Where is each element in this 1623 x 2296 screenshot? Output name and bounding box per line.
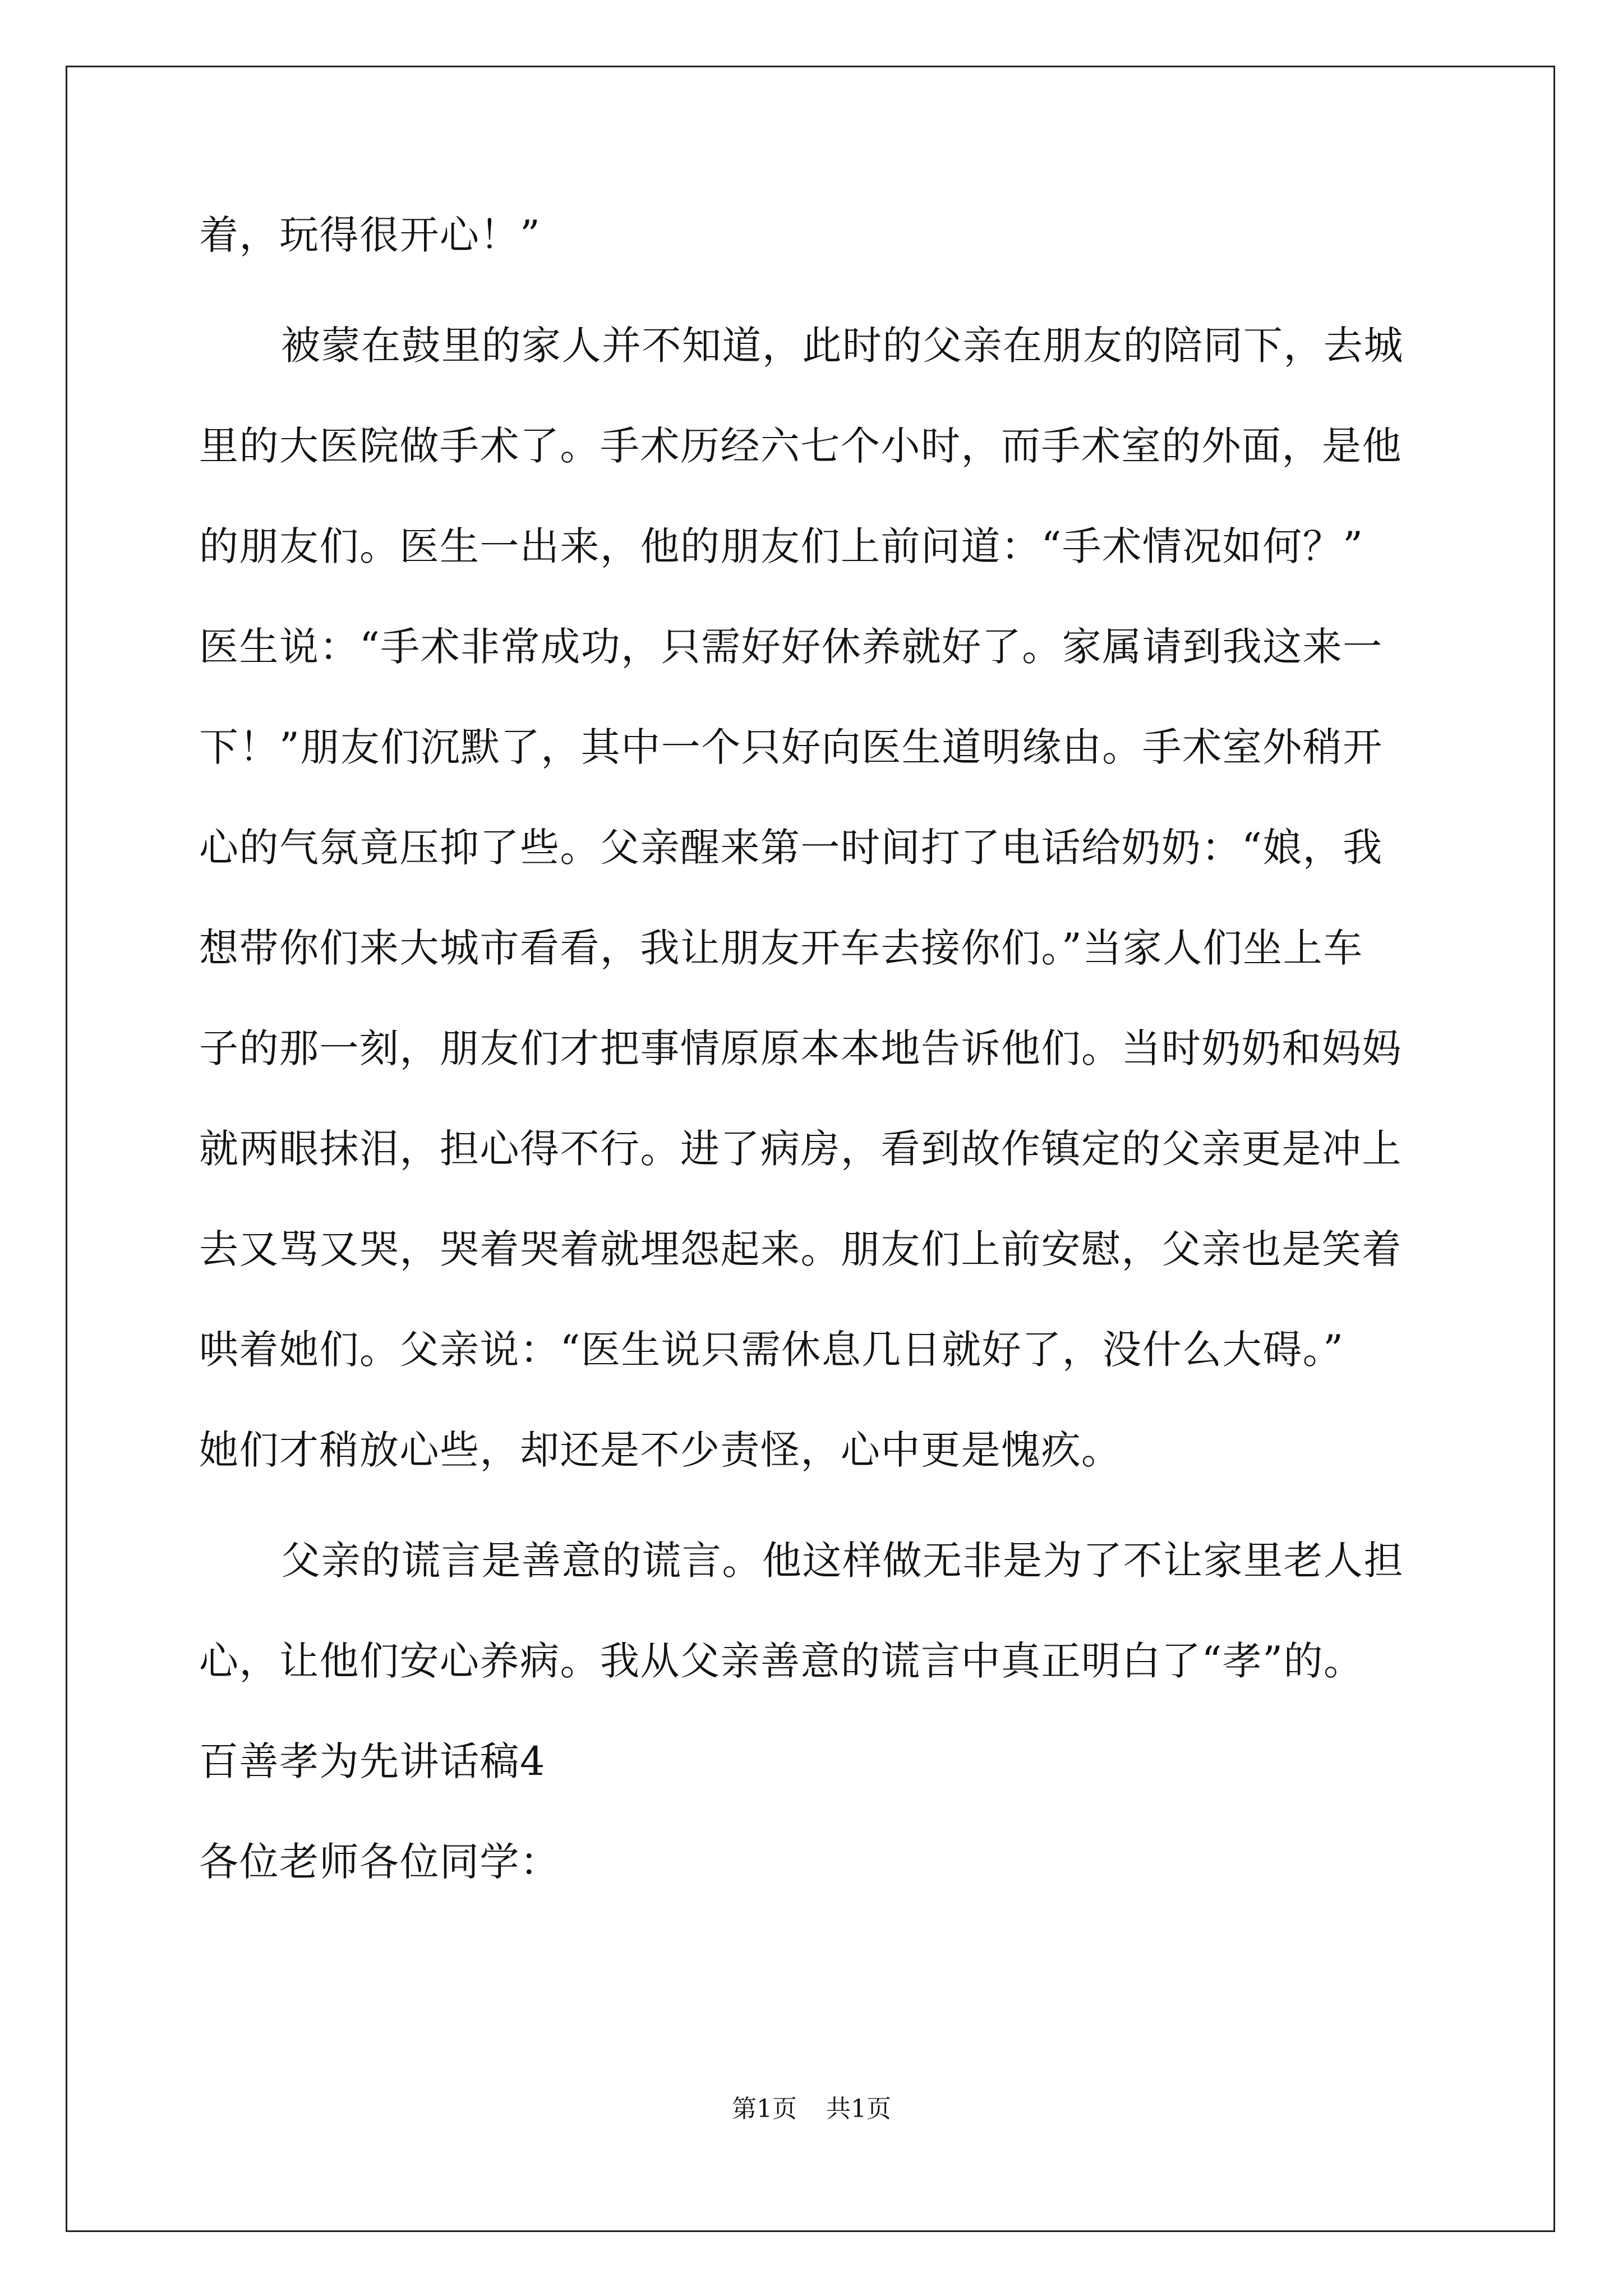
text-line: 就两眼抹泪，担心得不行。进了病房，看到故作镇定的父亲更是冲上 xyxy=(199,1126,1402,1172)
paragraph-start-line: 父亲的谎言是善意的谎言。他这样做无非是为了不让家里老人担 xyxy=(281,1538,1404,1584)
text-line: 着，玩得很开心！” xyxy=(199,212,541,258)
page-total: 共1页 xyxy=(826,2095,891,2123)
text-line: 去又骂又哭，哭着哭着就埋怨起来。朋友们上前安慰，父亲也是笑着 xyxy=(199,1226,1402,1272)
document-body xyxy=(199,185,1433,1912)
text-line: 子的那一刻，朋友们才把事情原原本本地告诉他们。当时奶奶和妈妈 xyxy=(199,1025,1402,1071)
page-number: 第1页 xyxy=(732,2095,797,2123)
text-line: 想带你们来大城市看看，我让朋友开车去接你们。”当家人们坐上车 xyxy=(199,925,1363,971)
text-line: 的朋友们。医生一出来，他的朋友们上前问道：“手术情况如何？” xyxy=(199,523,1364,569)
text-line: 她们才稍放心些，却还是不少责怪，心中更是愧疚。 xyxy=(199,1427,1122,1473)
paragraph-start-line: 被蒙在鼓里的家人并不知道，此时的父亲在朋友的陪同下，去城 xyxy=(281,323,1404,369)
text-line: 医生说：“手术非常成功，只需好好休养就好了。家属请到我这来一 xyxy=(199,624,1383,670)
text-line: 下！”朋友们沉默了，其中一个只好向医生道明缘由。手术室外稍开 xyxy=(199,724,1383,770)
text-line: 心，让他们安心养病。我从父亲善意的谎言中真正明白了“孝”的。 xyxy=(199,1638,1364,1684)
text-line: 里的大医院做手术了。手术历经六七个小时，而手术室的外面，是他 xyxy=(199,423,1402,469)
text-line: 心的气氛竟压抑了些。父亲醒来第一时间打了电话给奶奶：“娘，我 xyxy=(199,825,1383,871)
section-heading: 百善孝为先讲话稿4 xyxy=(199,1738,546,1784)
page-footer xyxy=(0,2092,1623,2126)
salutation-line: 各位老师各位同学： xyxy=(199,1839,560,1885)
text-line: 哄着她们。父亲说：“医生说只需休息几日就好了，没什么大碍。” xyxy=(199,1327,1344,1373)
